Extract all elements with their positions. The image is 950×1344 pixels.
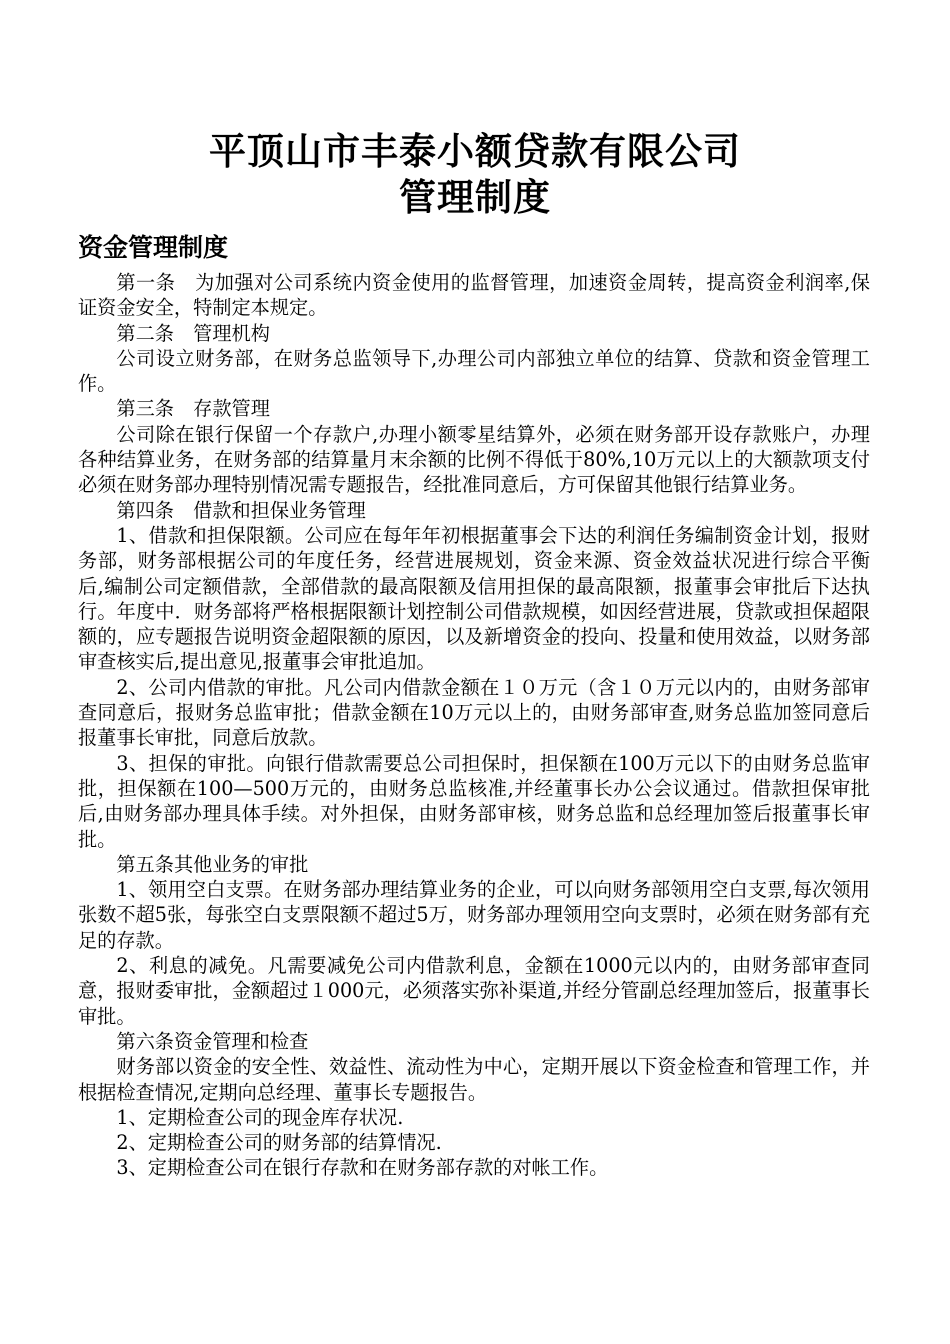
paragraph: 第五条其他业务的审批 [116,852,309,876]
section-heading: 资金管理制度 [78,233,229,262]
paragraph: 第一条 为加强对公司系统内资金使用的监督管理，加速资金周转，提高资金利润率,保证资金安全，特制定本规定。 [78,271,870,320]
document-body [78,270,870,1181]
paragraph: 财务部以资金的安全性、效益性、流动性为中心，定期开展以下资金检查和管理工作，并根据检查情况,定期向总经理、董事长专题报告。 [78,1055,870,1104]
paragraph: 3、定期检查公司在银行存款和在财务部存款的对帐工作。 [116,1156,609,1180]
paragraph: 3、担保的审批。向银行借款需要总公司担保时，担保额在100万元以下的由财务总监审批，担保额在100—500万元的，由财务总监核准,并经董事长办公会议通过。借款担保审批后,由财务部办理具体手续。对外担保，由财务部审核，财务总监和总经理加签后报董事长审批。 [78,751,870,851]
paragraph: 公司除在银行保留一个存款户,办理小额零星结算外，必须在财务部开设存款账户，办理各种结算业务，在财务部的结算量月末余额的比例不得低于80%,10万元以上的大额款项支付必须在财务部办理特别情况需专题报告，经批准同意后，方可保留其他银行结算业务。 [78,422,870,497]
paragraph: 1、领用空白支票。在财务部办理结算业务的企业，可以向财务部领用空白支票,每次领用张数不超5张，每张空白支票限额不超过5万，财务部办理领用空向支票时，必须在财务部有充足的存款。 [78,878,870,952]
paragraph: 第三条 存款管理 [116,397,270,421]
paragraph: 2、利息的减免。凡需要减免公司内借款利息，金额在1000元以内的，由财务部审查同意，报财委审批，金额超过１000元，必须落实弥补渠道,并经分管副总经理加签后，报董事长审批。 [78,954,870,1028]
paragraph: 第四条 借款和担保业务管理 [116,498,366,522]
document-subtitle: 管理制度 [399,176,551,219]
document-title: 平顶山市丰泰小额贷款有限公司 [209,130,741,173]
paragraph: 第二条 管理机构 [116,321,270,345]
paragraph: 第六条资金管理和检查 [116,1029,309,1053]
paragraph: 1、借款和担保限额。公司应在每年年初根据董事会下达的利润任务编制资金计划，报财务部，财务部根据公司的年度任务，经营进展规划，资金来源、资金效益状况进行综合平衡后,编制公司定额借款，全部借款的最高限额及信用担保的最高限额，报董事会审批后下达执行。年度中．财务部将严格根据限额计划控制公司借款规模，如因经营进展，贷款或担保超限额的，应专题报告说明资金超限额的原因，以及新增资金的投向、投量和使用效益，以财务部审查核实后,提出意见,报董事会审批追加。 [78,523,870,674]
paragraph: 2、定期检查公司的财务部的结算情况. [116,1131,442,1155]
paragraph: 2、公司内借款的审批。凡公司内借款金额在１０万元（含１０万元以内的，由财务部审查同意后，报财务总监审批；借款金额在10万元以上的，由财务部审查,财务总监加签同意后报董事长审批，同意后放款。 [78,675,870,750]
paragraph: 1、定期检查公司的现金库存状况. [116,1105,404,1129]
paragraph: 公司设立财务部，在财务总监领导下,办理公司内部独立单位的结算、贷款和资金管理工作。 [78,346,870,396]
